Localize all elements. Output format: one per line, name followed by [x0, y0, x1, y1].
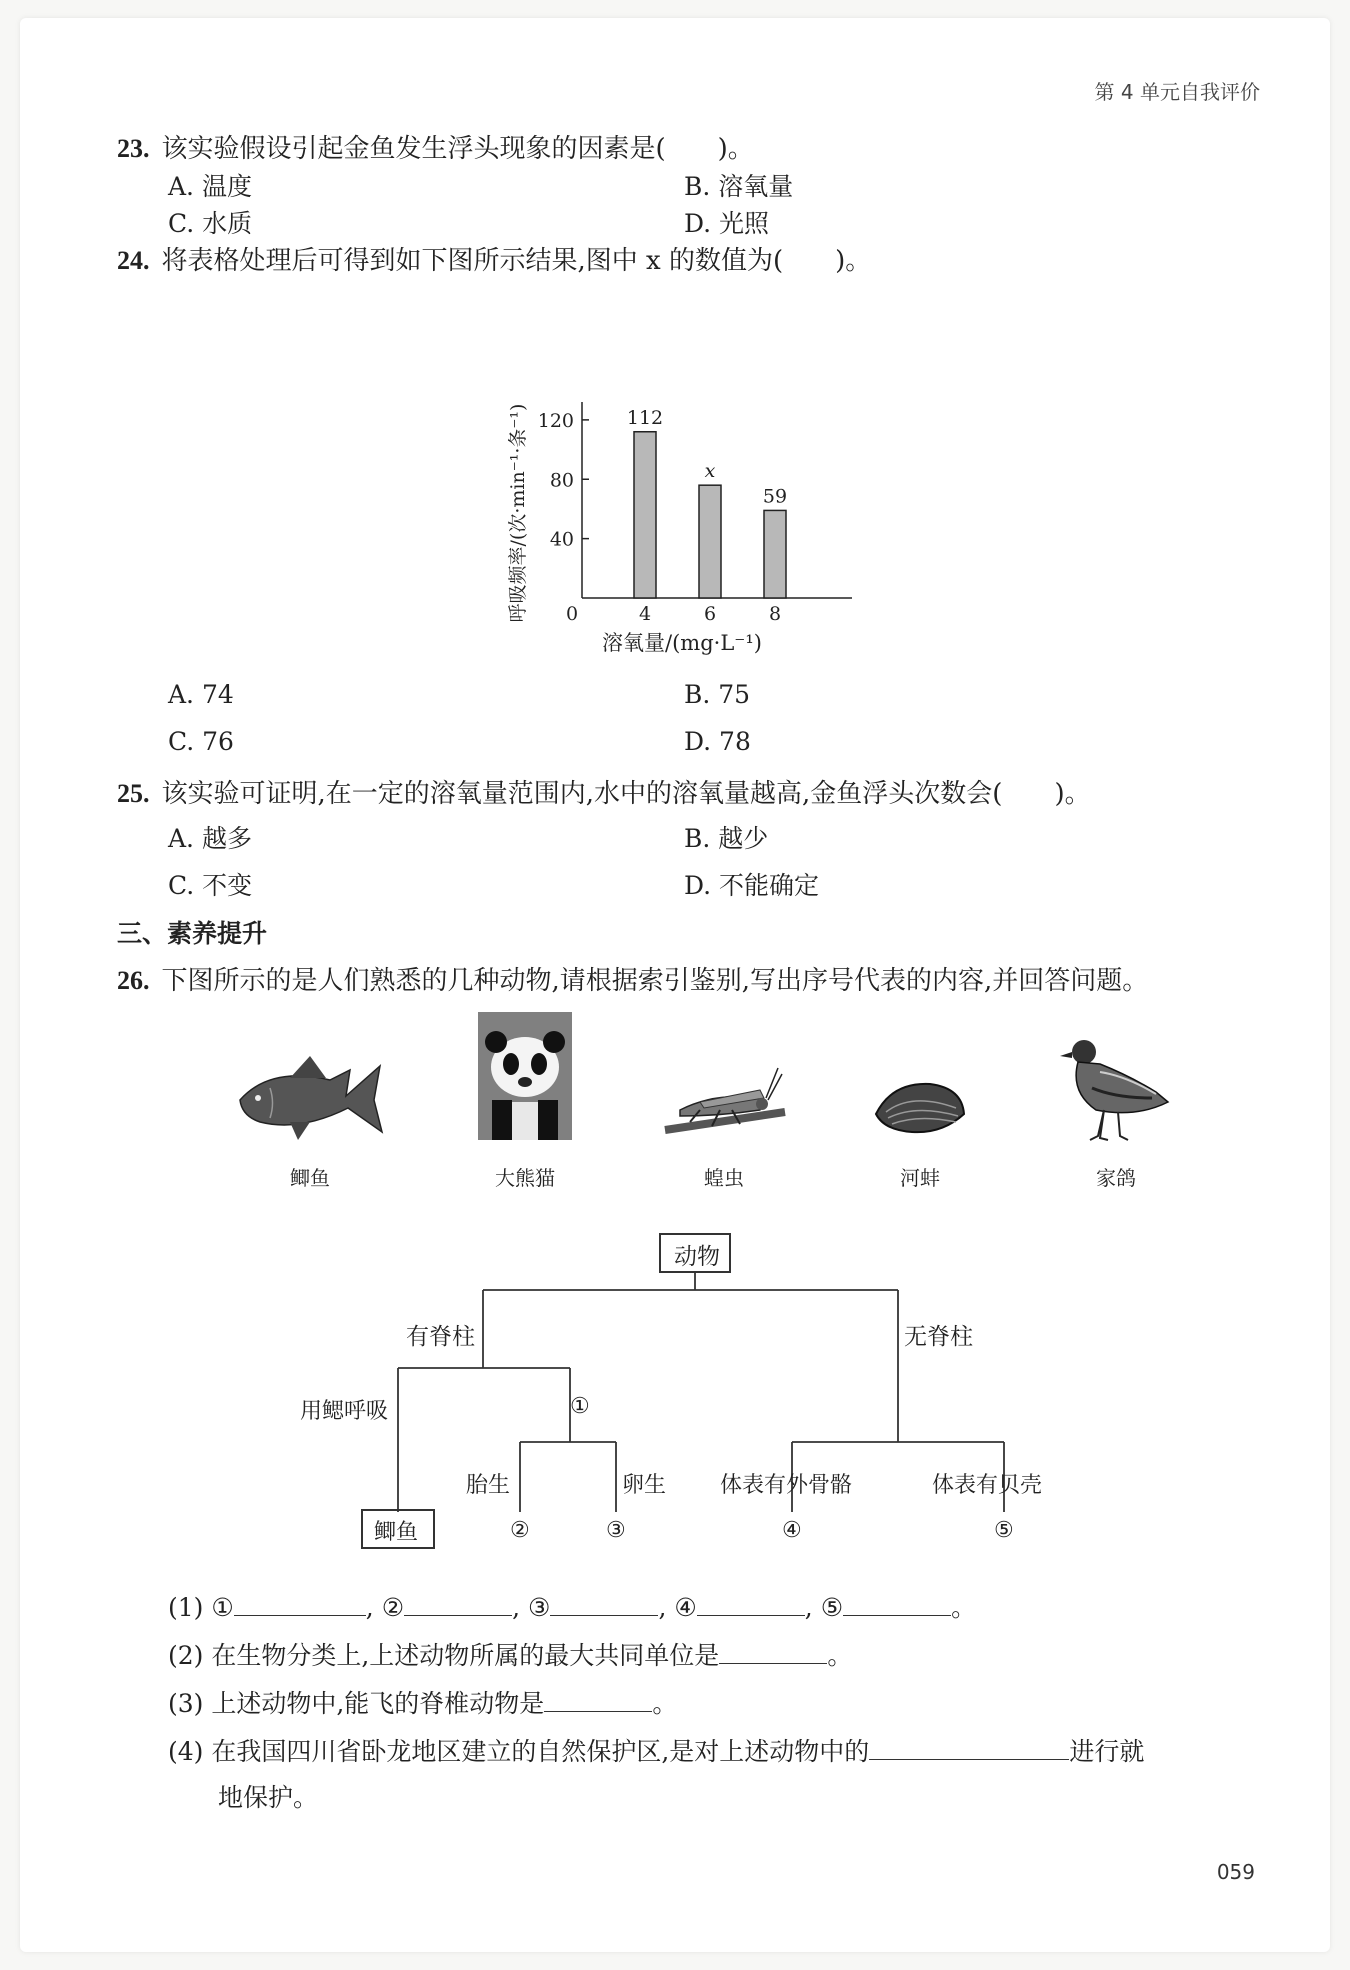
y-tick-label: 80 — [549, 469, 574, 492]
answer-blank-3[interactable] — [550, 1593, 658, 1616]
question-number: 26. — [117, 966, 150, 995]
answer-blank[interactable] — [544, 1689, 652, 1712]
viviparous-label: 胎生 — [466, 1473, 511, 1498]
option-d: D. 不能确定 — [684, 871, 820, 900]
option-b: B. 75 — [684, 680, 751, 709]
blank-marker: ③ — [528, 1593, 551, 1622]
question-number: 24. — [117, 246, 150, 275]
section-heading: 三、素养提升 — [117, 919, 268, 948]
answer-blank-1[interactable] — [234, 1593, 366, 1616]
question-number: 25. — [117, 779, 150, 808]
answer-blank-5[interactable] — [843, 1593, 951, 1616]
data-label: 59 — [762, 485, 788, 508]
option-b: B. 越少 — [684, 824, 769, 853]
x-tick-label: 6 — [703, 603, 717, 625]
gill-breathing-label: 用鳃呼吸 — [300, 1399, 389, 1424]
exoskeleton-label: 体表有外骨骼 — [720, 1473, 853, 1498]
crucian-carp-box: 鲫鱼 — [374, 1520, 419, 1545]
subquestion-4 — [168, 1732, 1144, 1768]
animal-caption: 河蚌 — [900, 1166, 940, 1190]
x-axis-title: 溶氧量/(mg·L⁻¹) — [602, 631, 762, 655]
subquestion-text: (3) 上述动物中,能飞的脊椎动物是 — [168, 1689, 545, 1718]
tree-root-label: 动物 — [674, 1244, 720, 1270]
subquestion-label: (1) — [168, 1593, 204, 1622]
option-a: A. 越多 — [168, 824, 252, 853]
animal-caption: 鲫鱼 — [290, 1166, 330, 1190]
subquestion-text: (2) 在生物分类上,上述动物所属的最大共同单位是 — [168, 1641, 720, 1670]
animal-caption: 大熊猫 — [495, 1166, 555, 1190]
question-text: 将表格处理后可得到如下图所示结果,图中 x 的数值为( )。 — [161, 246, 872, 276]
blank-marker: ② — [381, 1593, 405, 1622]
subquestion-1: (1) ① , ② , ③ , ④ , ⑤ 。 — [168, 1593, 977, 1622]
y-axis-title: 呼吸频率/(次·min⁻¹·条⁻¹) — [507, 403, 529, 623]
blank-4-marker: ④ — [782, 1518, 802, 1543]
animal-caption: 蝗虫 — [704, 1166, 744, 1190]
blank-3-marker: ③ — [606, 1518, 626, 1543]
answer-blank[interactable] — [719, 1641, 827, 1664]
x-tick-label: 4 — [638, 603, 652, 625]
option-d: D. 78 — [684, 727, 751, 756]
animal-caption: 家鸽 — [1096, 1166, 1136, 1190]
answer-blank-2[interactable] — [404, 1593, 512, 1616]
vertebrate-label: 有脊柱 — [406, 1324, 475, 1350]
data-label: x — [704, 460, 716, 483]
question-text: 该实验假设引起金鱼发生浮头现象的因素是( )。 — [161, 134, 754, 164]
blank-1-marker: ① — [570, 1394, 590, 1419]
running-header: 第 4 单元自我评价 — [1094, 80, 1260, 104]
answer-blank[interactable] — [869, 1737, 1069, 1760]
invertebrate-label: 无脊柱 — [904, 1324, 973, 1350]
option-c: C. 水质 — [168, 209, 253, 238]
page-number: 059 — [1216, 1860, 1255, 1884]
blank-5-marker: ⑤ — [994, 1518, 1014, 1543]
question-text: 下图所示的是人们熟悉的几种动物,请根据索引鉴别,写出序号代表的内容,并回答问题。 — [161, 966, 1149, 996]
x-tick-label: 8 — [768, 603, 782, 625]
option-c: C. 不变 — [168, 871, 253, 900]
answer-blank-4[interactable] — [697, 1593, 805, 1616]
subquestion-text: (4) 在我国四川省卧龙地区建立的自然保护区,是对上述动物中的 — [168, 1737, 870, 1766]
option-d: D. 光照 — [684, 209, 770, 238]
shell-label: 体表有贝壳 — [932, 1473, 1043, 1498]
option-c: C. 76 — [168, 727, 234, 756]
question-text: 该实验可证明,在一定的溶氧量范围内,水中的溶氧量越高,金鱼浮头次数会( )。 — [161, 779, 1091, 809]
blank-marker: ⑤ — [820, 1593, 844, 1622]
subquestion-4-continued: 地保护。 — [218, 1783, 319, 1812]
subquestion-text: 进行就 — [1069, 1737, 1145, 1766]
option-a: A. 74 — [168, 680, 234, 709]
subquestion-3: (3) 上述动物中,能飞的脊椎动物是 。 — [168, 1689, 678, 1718]
option-b: B. 溶氧量 — [684, 172, 794, 201]
option-a: A. 温度 — [168, 172, 252, 201]
y-tick-label: 120 — [537, 409, 574, 432]
subquestion-2: (2) 在生物分类上,上述动物所属的最大共同单位是 。 — [168, 1641, 853, 1670]
oviparous-label: 卵生 — [622, 1473, 667, 1498]
origin-label: 0 — [565, 603, 579, 625]
blank-marker: ① — [211, 1593, 234, 1622]
data-label: 112 — [626, 406, 664, 429]
question-number: 23. — [117, 134, 150, 163]
blank-2-marker: ② — [510, 1518, 530, 1543]
blank-marker: ④ — [674, 1593, 697, 1622]
y-tick-label: 40 — [549, 528, 574, 551]
